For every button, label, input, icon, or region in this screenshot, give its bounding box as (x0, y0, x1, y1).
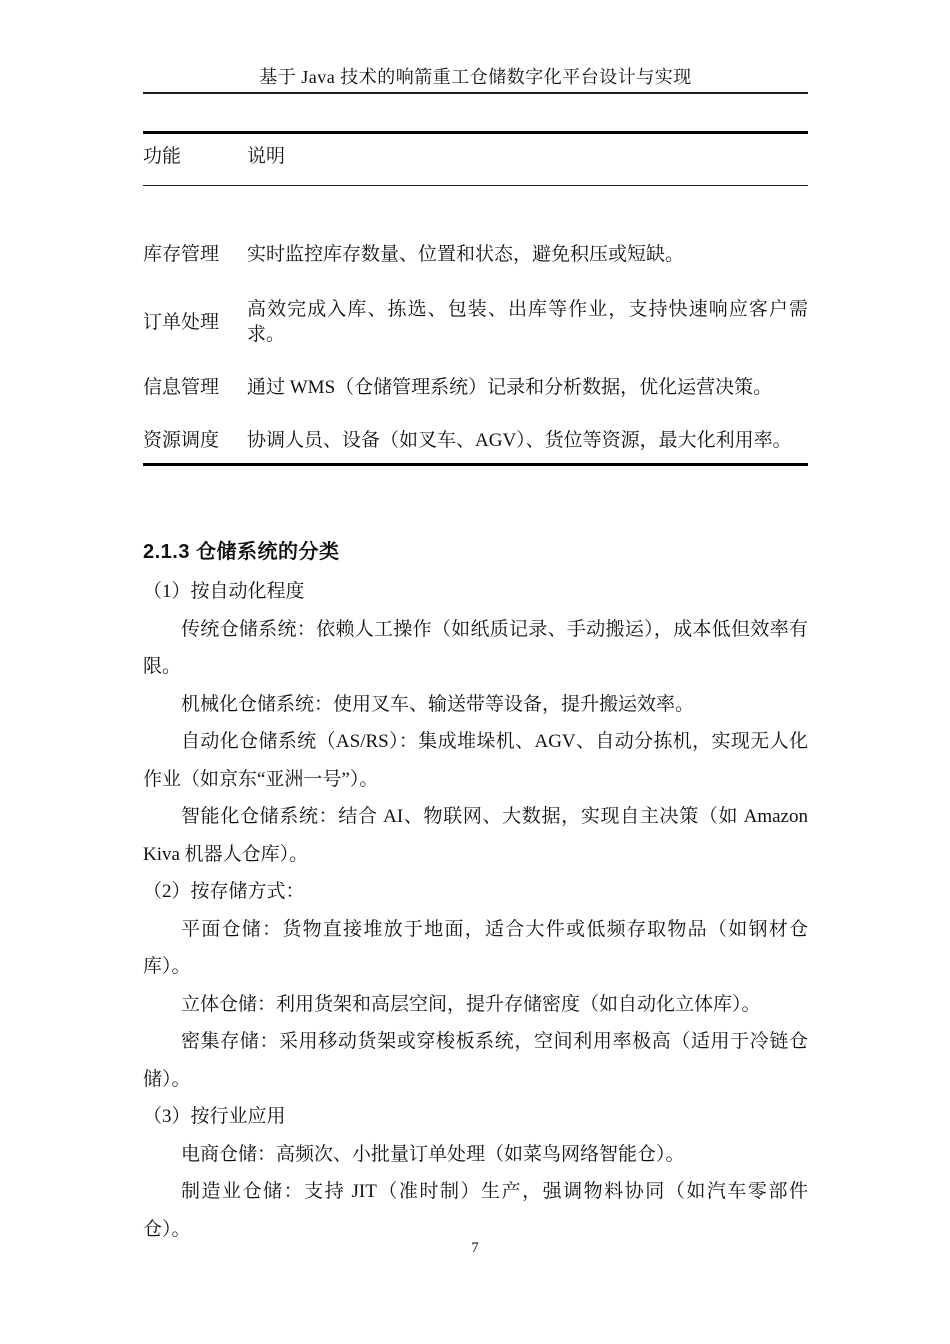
function-table (143, 131, 808, 466)
paragraph: 传统仓储系统：依赖人工操作（如纸质记录、手动搬运），成本低但效率有限。 (143, 618, 808, 677)
page-content (143, 0, 808, 1248)
doc-title: 基于 Java 技术的响箭重工仓储数字化平台设计与实现 (259, 67, 692, 87)
paragraph: 机械化仓储系统：使用叉车、输送带等设备，提升搬运效率。 (181, 693, 695, 715)
table-row (143, 242, 808, 267)
table-cell-function: 资源调度 (143, 430, 220, 451)
table-row (143, 375, 808, 400)
section-body (143, 573, 808, 1248)
table-cell-description: 通过 WMS（仓储管理系统）记录和分析数据，优化运营决策。 (247, 377, 773, 398)
section-heading: 2.1.3 仓储系统的分类 (143, 541, 340, 563)
table-header-row (143, 134, 808, 186)
paragraph: （3）按行业应用 (143, 1106, 286, 1127)
table-row (143, 297, 808, 347)
table-header-description: 说明 (247, 146, 286, 167)
table-cell-description: 高效完成入库、拣选、包装、出库等作业，支持快速响应客户需求。 (247, 299, 808, 345)
table-cell-function: 信息管理 (143, 377, 220, 398)
table-cell-function: 订单处理 (143, 311, 220, 333)
table-cell-function: 库存管理 (143, 244, 220, 265)
paragraph: 电商仓储：高频次、小批量订单处理（如菜鸟网络智能仓）。 (181, 1143, 685, 1165)
paragraph: 立体仓储：利用货架和高层空间，提升存储密度（如自动化立体库）。 (181, 993, 761, 1015)
paragraph: （1）按自动化程度 (143, 581, 305, 602)
running-header (143, 0, 808, 94)
table-row (143, 428, 808, 453)
paragraph: 制造业仓储：支持 JIT（准时制）生产，强调物料协同（如汽车零部件仓）。 (143, 1181, 808, 1240)
paragraph: （2）按存储方式： (143, 881, 305, 902)
paragraph: 平面仓储：货物直接堆放于地面，适合大件或低频存取物品（如钢材仓库）。 (143, 918, 808, 977)
table-cell-description: 协调人员、设备（如叉车、AGV）、货位等资源，最大化利用率。 (247, 430, 792, 451)
table-cell-description: 实时监控库存数量、位置和状态，避免积压或短缺。 (247, 244, 685, 265)
table-header-function: 功能 (143, 146, 182, 167)
paragraph: 自动化仓储系统（AS/RS）：集成堆垛机、AGV、自动分拣机，实现无人化作业（如京东“亚洲一号”）。 (143, 731, 808, 790)
page-number: 7 (471, 1240, 479, 1256)
paragraph: 智能化仓储系统：结合 AI、物联网、大数据，实现自主决策（如 Amazon Kiva 机器人仓库）。 (143, 806, 808, 865)
paragraph: 密集存储：采用移动货架或穿梭板系统，空间利用率极高（适用于冷链仓储）。 (143, 1031, 808, 1090)
